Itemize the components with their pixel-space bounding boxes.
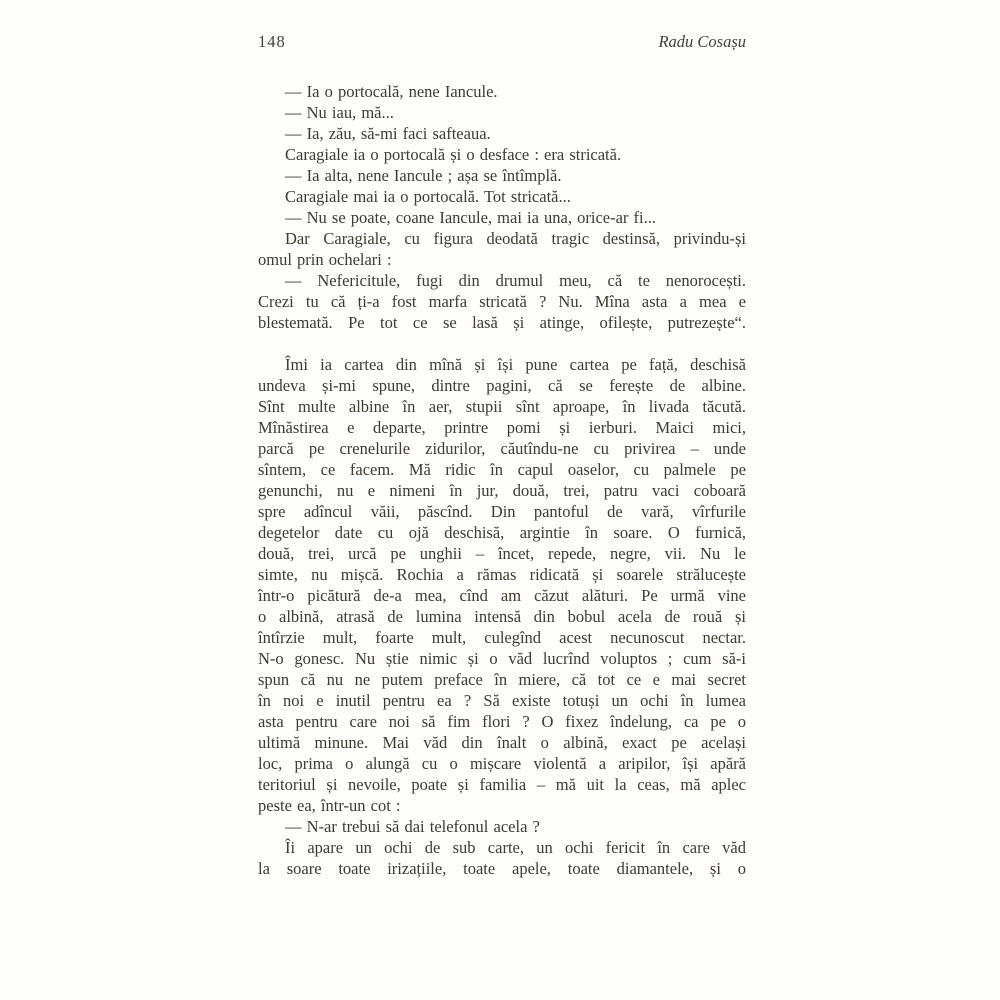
- text-line: Îmi ia cartea din mînă și își pune cartea pe față, deschisă: [285, 355, 746, 374]
- page-body: [258, 81, 746, 879]
- text-line: N-o gonesc. Nu știe nimic și o văd lucrînd voluptos ; cum să-i: [258, 649, 746, 668]
- paragraph: [258, 816, 746, 837]
- text-line: Mînăstirea e departe, printre pomi și ierburi. Maici mici,: [258, 418, 746, 437]
- paragraph: [258, 165, 746, 186]
- text-line: — Nu se poate, coane Iancule, mai ia una, orice-ar fi...: [285, 208, 657, 227]
- text-line: simte, nu mișcă. Rochia a rămas ridicată și soarele strălucește: [258, 565, 746, 584]
- paragraph: [258, 270, 746, 333]
- text-line: blestemată. Pe tot ce se lasă și atinge, ofilește, putrezește“.: [258, 313, 746, 332]
- page-number: 148: [258, 32, 286, 51]
- text-line: Îi apare un ochi de sub carte, un ochi fericit în care văd: [285, 838, 746, 857]
- text-line: — Ia o portocală, nene Iancule.: [285, 82, 498, 101]
- text-line: Caragiale mai ia o portocală. Tot stricată...: [285, 187, 571, 206]
- text-line: Dar Caragiale, cu figura deodată tragic destinsă, privindu-și: [285, 229, 746, 248]
- text-line: degetelor date cu ojă deschisă, argintie în soare. O furnică,: [258, 523, 746, 542]
- text-line: în noi e inutil pentru ea ? Să existe totuși un ochi în lumea: [258, 691, 746, 710]
- text-line: — N-ar trebui să dai telefonul acela ?: [285, 817, 540, 836]
- paragraph: [258, 354, 746, 816]
- text-line: la soare toate irizațiile, toate apele, toate diamantele, și o: [258, 859, 746, 878]
- text-line: ultimă minune. Mai văd din înalt o albină, exact pe același: [258, 733, 746, 752]
- running-header: [258, 31, 746, 52]
- text-line: Caragiale ia o portocală și o desface : era stricată.: [285, 145, 622, 164]
- page-column: [258, 31, 746, 879]
- text-line: genunchi, nu e nimeni în jur, două, trei, patru vaci coboară: [258, 481, 746, 500]
- text-line: — Ia alta, nene Iancule ; așa se întîmplă.: [285, 166, 562, 185]
- text-line: Crezi tu că ți-a fost marfa stricată ? Nu. Mîna asta a mea e: [258, 292, 746, 311]
- paragraph: [258, 228, 746, 270]
- text-line: sîntem, ce facem. Mă ridic în capul oaselor, cu palmele pe: [258, 460, 746, 479]
- paragraph: [258, 81, 746, 102]
- text-line: spre adîncul văii, păscînd. Din pantoful de vară, vîrfurile: [258, 502, 746, 521]
- text-line: — Nu iau, mă...: [285, 103, 394, 122]
- text-line: întîrzie mult, foarte mult, culegînd acest necunoscut nectar.: [258, 628, 746, 647]
- paragraph: [258, 144, 746, 165]
- text-line: teritoriul și nevoile, poate și familia – mă uit la ceas, mă aplec: [258, 775, 746, 794]
- paragraph: [258, 102, 746, 123]
- text-line: loc, prima o alungă cu o mișcare violentă a aripilor, își apără: [258, 754, 746, 773]
- running-head-author: Radu Cosașu: [658, 32, 746, 51]
- text-line: parcă pe crenelurile zidurilor, căutîndu-ne cu privirea – unde: [258, 439, 746, 458]
- text-line: două, trei, urcă pe unghii – încet, repede, negre, vii. Nu le: [258, 544, 746, 563]
- text-line: o albină, atrasă de lumina intensă din bobul acela de rouă și: [258, 607, 746, 626]
- paragraph: [258, 837, 746, 879]
- text-line: omul prin ochelari :: [258, 250, 392, 269]
- text-line: asta pentru care noi să fim flori ? O fixez îndelung, ca pe o: [258, 712, 746, 731]
- text-line: într-o picătură de-a mea, cînd am căzut alături. Pe urmă vine: [258, 586, 746, 605]
- text-line: peste ea, într-un cot :: [258, 796, 401, 815]
- text-line: Sînt multe albine în aer, stupii sînt aproape, în livada tăcută.: [258, 397, 746, 416]
- text-line: spun că nu ne putem preface în miere, că tot ce e mai secret: [258, 670, 746, 689]
- text-line: undeva și-mi spune, dintre pagini, că se ferește de albine.: [258, 376, 746, 395]
- text-line: — Nefericitule, fugi din drumul meu, că te nenorocești.: [285, 271, 746, 290]
- paragraph: [258, 123, 746, 144]
- paragraph: [258, 207, 746, 228]
- text-line: — Ia, zău, să-mi faci safteaua.: [285, 124, 491, 143]
- paragraph: [258, 186, 746, 207]
